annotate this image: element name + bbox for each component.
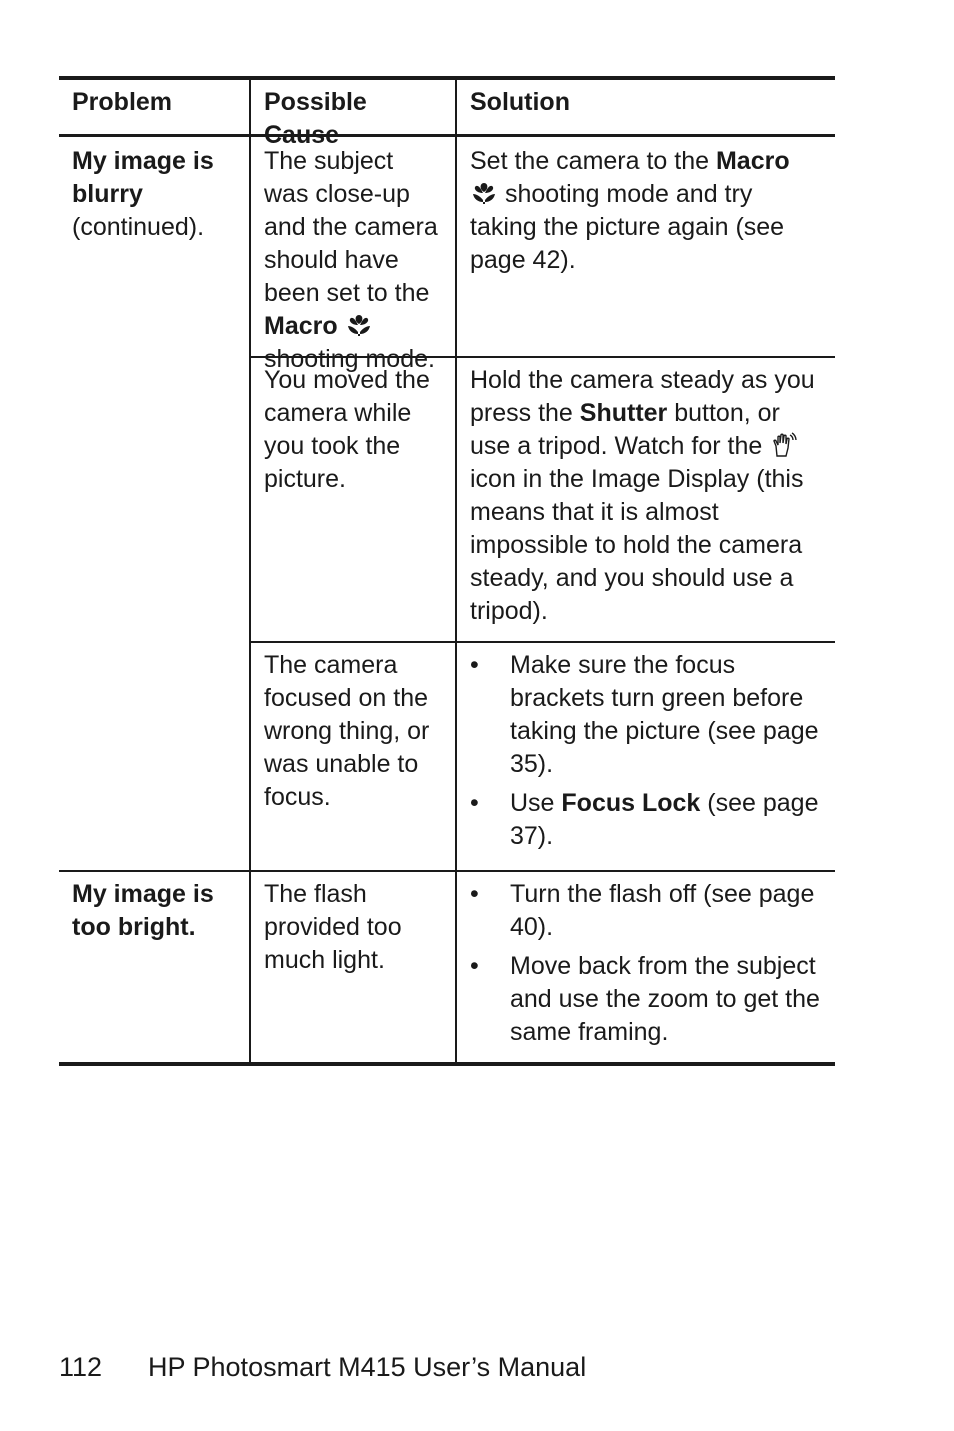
problem-label: My image is blurry bbox=[72, 147, 214, 208]
header-possible-cause: Possible Cause bbox=[249, 80, 455, 134]
problem-cell bbox=[59, 872, 249, 1062]
cause-cell: The camera focused on the wrong thing, or was unable to focus. bbox=[249, 641, 455, 870]
table-row bbox=[59, 870, 835, 1066]
problem-continued: (continued). bbox=[72, 213, 205, 241]
cause-cell: The flash provided too much light. bbox=[249, 872, 455, 1062]
table-row bbox=[249, 356, 835, 641]
solution-cell: Hold the camera steady as you press the Shutter button, or use a tripod. Watch for the icon in the Image Display (this means that it is almost impossible to hold the camera steady, and you should use a tripod). bbox=[455, 356, 835, 641]
problem-label: My image is too bright. bbox=[72, 880, 214, 941]
camera-shake-hand-icon bbox=[769, 432, 797, 458]
table-header bbox=[59, 76, 835, 149]
solution-cell bbox=[455, 641, 835, 870]
cause-solution-stack bbox=[249, 137, 835, 870]
list-item: • Use Focus Lock (see page 37). bbox=[470, 789, 819, 850]
cause-cell: The subject was close-up and the camera should have been set to the Macro shooting mode. bbox=[249, 137, 455, 356]
problem-group-blurry bbox=[59, 137, 835, 870]
page-number: 112 bbox=[59, 1352, 103, 1382]
page-footer bbox=[59, 1350, 586, 1384]
list-item: • Turn the flash off (see page 40). bbox=[470, 880, 815, 941]
solution-cell: Set the camera to the Macro shooting mode and try taking the picture again (see page 42). bbox=[455, 137, 835, 356]
troubleshooting-table bbox=[59, 76, 835, 1066]
table-row bbox=[249, 641, 835, 870]
header-problem: Problem bbox=[72, 88, 173, 116]
header-solution: Solution bbox=[455, 80, 835, 134]
macro-flower-icon bbox=[470, 180, 498, 206]
list-item: • Make sure the focus brackets turn green before taking the picture (see page 35). bbox=[470, 651, 819, 778]
manual-title: HP Photosmart M415 User’s Manual bbox=[148, 1352, 587, 1382]
solution-cell bbox=[455, 872, 835, 1062]
list-item: • Move back from the subject and use the zoom to get the same framing. bbox=[470, 952, 820, 1046]
macro-flower-icon bbox=[345, 312, 373, 338]
table-row bbox=[249, 137, 835, 373]
cause-cell: You moved the camera while you took the picture. bbox=[249, 356, 455, 641]
problem-cell bbox=[59, 137, 249, 870]
